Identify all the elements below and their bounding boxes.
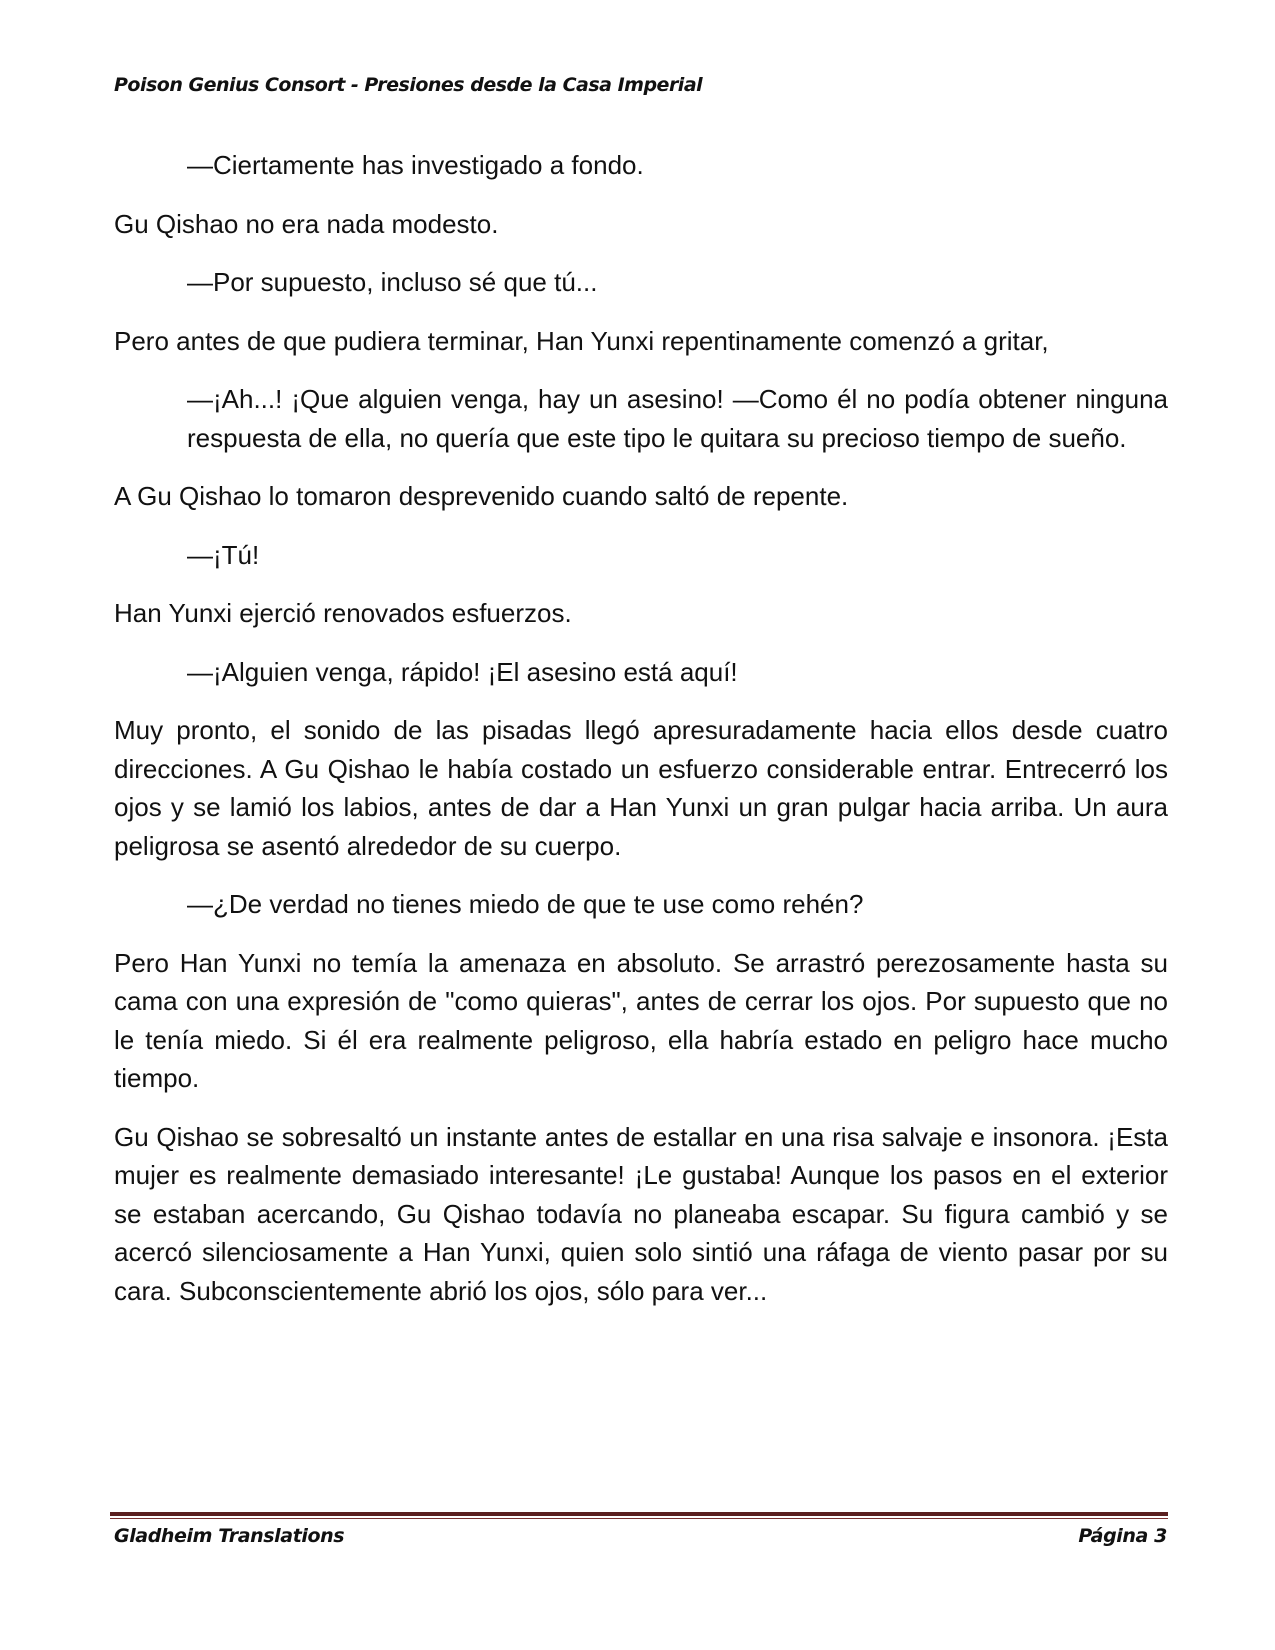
paragraph: Han Yunxi ejerció renovados esfuerzos. [114,598,572,628]
paragraph: —¡Alguien venga, rápido! ¡El asesino está aquí! [187,656,738,687]
footer-publisher: Gladheim Translations [114,1525,345,1547]
paragraph: A Gu Qishao lo tomaron desprevenido cuando saltó de repente. [114,481,849,511]
paragraph: Pero antes de que pudiera terminar, Han Yunxi repentinamente comenzó a gritar, [114,325,1049,356]
paragraph: —Ciertamente has investigado a fondo. [187,150,644,180]
paragraph: Gu Qishao se sobresaltó un instante antes de estallar en una risa salvaje e insonora. ¡Esta mujer es realmente demasiado interesante! ¡Le gustaba! Aunque los pasos en el exterior se estaban acercando, Gu Qishao todavía no planeaba escapar. Su figura cambió y se acercó silenciosamente a Han Yunxi, quien solo sintió una ráfaga de viento pasar por su cara. Subconscientemente abrió los ojos, sólo para ver... [114,1121,1168,1306]
page-header-title: Poison Genius Consort - Presiones desde la Casa Imperial [114,74,703,96]
paragraph: —¿De verdad no tienes miedo de que te use como rehén? [187,889,864,919]
paragraph: Pero Han Yunxi no temía la amenaza en absoluto. Se arrastró perezosamente hasta su cama con una expresión de "como quieras", antes de cerrar los ojos. Por supuesto que no le tenía miedo. Si él era realmente peligroso, ella habría estado en peligro hace mucho tiempo. [114,947,1168,1093]
paragraph: —¡Ah...! ¡Que alguien venga, hay un asesino! —Como él no podía obtener ninguna respuesta de ella, no quería que este tipo le quitara su precioso tiempo de sueño. [187,384,1168,453]
document-body [114,146,1168,1330]
paragraph: —Por supuesto, incluso sé que tú... [187,267,598,297]
page-number: Página 3 [1078,1525,1167,1547]
footer-divider [110,1512,1168,1516]
paragraph: Gu Qishao no era nada modesto. [114,208,499,239]
paragraph: Muy pronto, el sonido de las pisadas llegó apresuradamente hacia ellos desde cuatro direcciones. A Gu Qishao le había costado un esfuerzo considerable entrar. Entrecerró los ojos y se lamió los labios, antes de dar a Han Yunxi un gran pulgar hacia arriba. Un aura peligrosa se asentó alrededor de su cuerpo. [114,715,1168,861]
paragraph: —¡Tú! [187,539,260,570]
footer-divider-thin [110,1518,1168,1519]
